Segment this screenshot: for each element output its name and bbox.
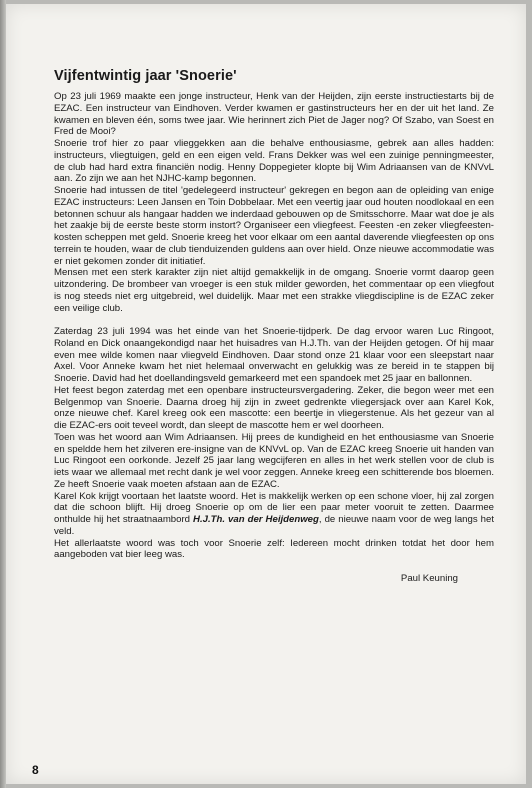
street-sign-text: Karel Kok krijgt voortaan het laatste woord. Het is makkelijk werken op een schone vloer, hij zal zorgen dat die schoon blijft. Hij droeg Snoerie op om de lier een paar meter vooruit te zetten. Daarmee onthulde hij het straatnaambord <box>54 490 494 525</box>
article <box>54 68 494 584</box>
paragraph-instructors: Snoerie had intussen de titel 'gedelegeerd instructeur' gekregen en begon aan de opleiding van enige EZAC instructeurs: Leen Jansen en Toin Dobbelaar. Met een veertig jaar oud houten noodlokaal en een betonnen schuur als hangaar hadden we inderdaad gebouwen op de Smitsschorre. Maar wat doe je als het zaakje bij de eerste beste storm instort? Organiseer een vliegfeest. Feesten -en zeker vliegfeesten- kosten scheppen met geld. Snoerie kreeg het voor elkaar om een aantal daverende vliegfeesten op ons terrein te houden, waar de club tienduizenden guldens aan over hield. Onze nieuwe accommodatie was er niet gekomen zonder dit initiatief. <box>54 185 495 267</box>
paragraph-spacer <box>54 314 494 326</box>
paragraph-honours: Toen was het woord aan Wim Adriaansen. Hij prees de kundigheid en het enthousiasme van Snoerie en speldde hem het zilveren ere-insigne van de KNVvL op. Van de EZAC kreeg Snoerie uit handen van Luc Ringoot een oorkonde. Jezelf 25 jaar lang wegcijferen en alles in het werk stellen voor de club is iets waar we allemaal met recht dank je wel voor zeggen. Anneke kreeg een schitterende bos bloemen. Ze heeft Snoerie vaak moeten afstaan aan de EZAC. <box>54 431 494 490</box>
paragraph-party: Het feest begon zaterdag met een openbare instructeursvergadering. Zeker, die begon weer met een Belgenmop van Snoerie. Daarna droeg hij zijn in zweet gedrenkte vliegersjack over aan Karel Kok, onze nieuwe chef. Karel kreeg ook een mascotte: een beertje in vliegerstenue. Als het gezeur van al die EZAC-ers ooit teveel wordt, dan sleept de mascotte hem er wel doorheen. <box>54 384 494 431</box>
paragraph-closing: Het allerlaatste woord was toch voor Snoerie zelf: Iedereen mocht drinken totdat het door hem aangeboden vat bier leeg was. <box>54 537 494 561</box>
page-number: 8 <box>32 763 39 777</box>
paragraph-beginnings: Snoerie trof hier zo paar vlieggekken aan die behalve enthousiasme, gebrek aan alles hadden: instructeurs, vliegtuigen, geld en een eigen veld. Frans Dekker was wel een zuinige penningmeester, de club had hard extra financiën nodig. Henny Doppegieter klopte bij Wim Adriaansen van de KNVvL aan. Zo zijn we aan het NJHC-kamp begonnen. <box>54 138 494 185</box>
paragraph-street-sign <box>54 491 494 538</box>
paragraph-intro: Op 23 juli 1969 maakte een jonge instructeur, Henk van der Heijden, zijn eerste instructiestarts bij de EZAC. Een instructeur van Eindhoven. Verder kwamen er gastinstructeurs her en der uit het land. Ze kwamen en bleven één, soms twee jaar. Wie herinnert zich Piet de Jager nog? Of Szabo, van Soest en Fred de Mooi? <box>54 91 494 138</box>
article-title: Vijfentwintig jaar 'Snoerie' <box>54 68 237 84</box>
paragraph-farewell-day: Zaterdag 23 juli 1994 was het einde van het Snoerie-tijdperk. De dag ervoor waren Luc Ringoot, Roland en Dick onaangekondigd naar het huisadres van H.J.Th. van der Heijden getogen. Of hij maar even mee wilde komen naar vliegveld Eindhoven. Daar stond onze 21 klaar voor een sleepstart naar Axel. Voor Anneke kwam het niet helemaal onverwacht en gelukkig was ze bereid in te stappen bij Snoerie. David had het doellandingsveld gemarkeerd met een spandoek met 25 jaar en ballonnen. <box>54 326 494 384</box>
street-name: H.J.Th. van der Heijdenweg <box>193 514 319 525</box>
page-sheet <box>6 4 526 784</box>
article-author: Paul Keuning <box>400 573 458 584</box>
street-sign-tail: , de nieuwe naam voor de weg langs het veld. <box>54 514 494 537</box>
paragraph-character: Mensen met een sterk karakter zijn niet altijd gemakkelijk in de omgang. Snoerie vormt daarop geen uitzondering. De brombeer van vroeger is een stuk milder geworden, het commentaar op een vliegfout is nog steeds niet erg uitgebreid, wel duidelijk. Maar met een strakke vliegdiscipline is de EZAC zeker een veilige club. <box>54 267 494 314</box>
